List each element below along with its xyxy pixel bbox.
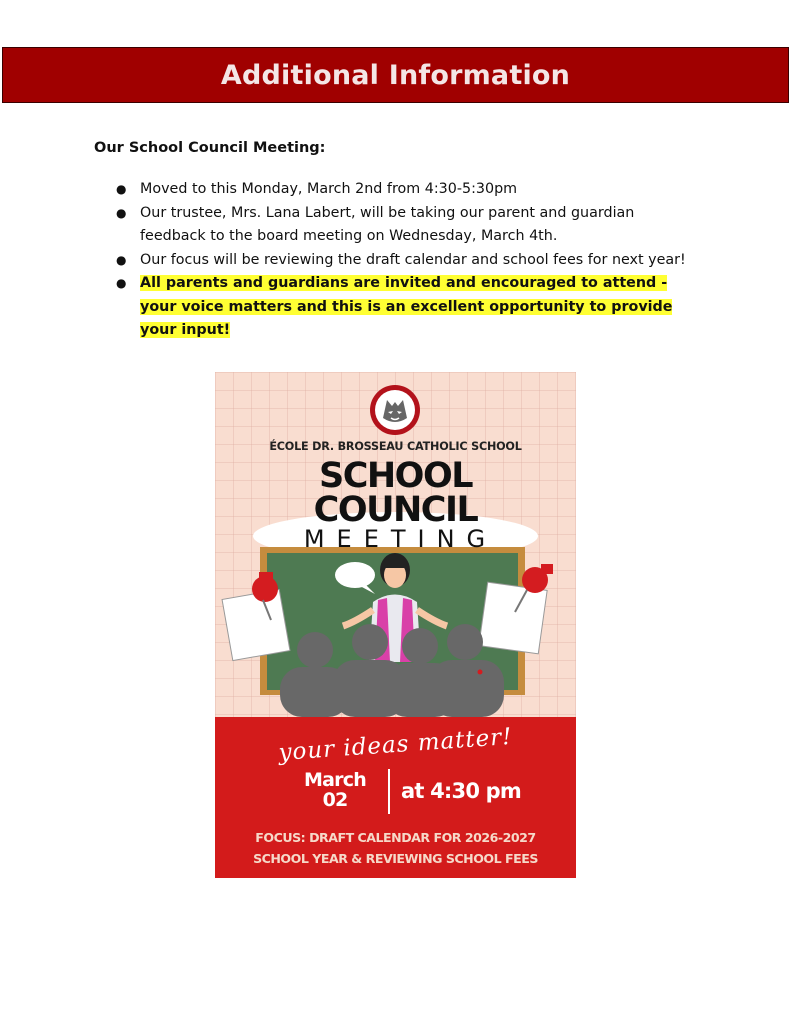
- poster-title-school: SCHOOL: [319, 456, 472, 496]
- list-item-highlighted: ● All parents and guardians are invited and encouraged to attend - your voice matters and this is an excellent opportunity to provide your input!: [112, 272, 692, 343]
- focus-line-2: SCHOOL YEAR & REVIEWING SCHOOL FEES: [253, 851, 538, 866]
- list-item: ● Our trustee, Mrs. Lana Labert, will be taking our parent and guardian feedback to the board meeting on Wednesday, March 4th.: [112, 202, 692, 249]
- date-time-divider: [388, 769, 390, 814]
- date-day: 02: [322, 789, 348, 811]
- date-month: March: [304, 769, 366, 791]
- bullet-list: [112, 178, 692, 343]
- section-banner: [2, 47, 789, 103]
- poster-tagline: your ideas matter!: [277, 723, 514, 767]
- list-item: ● Moved to this Monday, March 2nd from 4:30-5:30pm: [112, 178, 692, 202]
- meeting-focus: [215, 827, 576, 869]
- bullet-icon: ●: [116, 205, 127, 220]
- school-logo-icon: [369, 384, 421, 436]
- meeting-date: [285, 770, 385, 810]
- banner-title: Additional Information: [220, 59, 571, 91]
- list-item: ● Our focus will be reviewing the draft calendar and school fees for next year!: [112, 249, 692, 273]
- bullet-icon: ●: [116, 276, 127, 290]
- bullet-icon: ●: [116, 182, 127, 196]
- meeting-time: at 4:30 pm: [401, 779, 521, 803]
- teacher-illustration: [215, 542, 576, 717]
- poster-title-council: COUNCIL: [313, 490, 478, 530]
- focus-line-1: FOCUS: DRAFT CALENDAR FOR 2026-2027: [255, 830, 536, 845]
- bullet-icon: ●: [116, 252, 127, 267]
- section-heading: Our School Council Meeting:: [94, 140, 326, 156]
- school-name: ÉCOLE DR. BROSSEAU CATHOLIC SCHOOL: [269, 440, 522, 453]
- poster-title-meeting: MEETING: [303, 525, 498, 553]
- council-meeting-poster: [215, 372, 576, 878]
